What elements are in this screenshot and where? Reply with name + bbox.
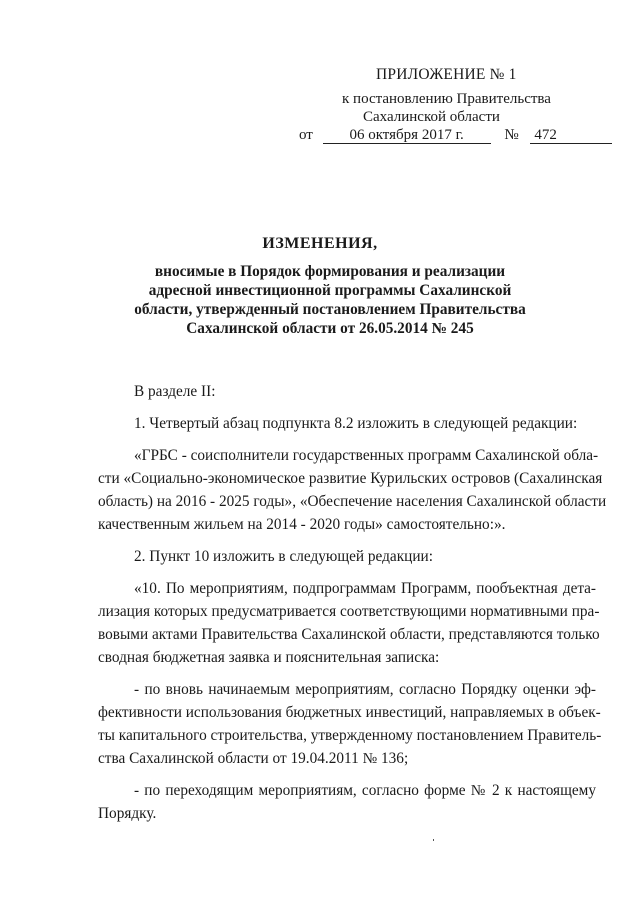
paragraph-quote-1: «ГРБС - соисполнители государственных программ Сахалинской обла- сти «Социально-экономическое развитие Курильских островов (Сахалинская область) на 2016 - 2025 годы», «Обеспечение населения Сахалинской области качественным жильем на 2014 - 2020 годы» самостоятельно:». xyxy=(98,447,607,533)
scan-speck xyxy=(433,839,434,841)
appendix-ref-line2: Сахалинской области xyxy=(363,109,500,125)
section-heading: В разделе II: xyxy=(134,383,216,400)
subtitle-line: Сахалинской области от 26.05.2014 № 245 xyxy=(186,320,474,337)
paragraph-bullet-2: - по переходящим мероприятиям, согласно форме № 2 к настоящему Порядку. xyxy=(98,782,596,822)
appendix-title: ПРИЛОЖЕНИЕ № 1 xyxy=(376,66,517,83)
decree-number: 472 xyxy=(530,127,612,144)
from-label: от xyxy=(299,127,313,143)
paragraph-item-1: 1. Четвертый абзац подпункта 8.2 изложить в следующей редакции: xyxy=(134,415,578,432)
subtitle-line: вносимые в Порядок формирования и реализации xyxy=(154,263,506,280)
document-body xyxy=(98,380,607,834)
number-sign: № xyxy=(504,127,519,143)
subtitle-line: области, утвержденный постановлением Правительства xyxy=(134,301,526,318)
appendix-date-number-line xyxy=(299,127,612,144)
decree-date: 06 октября 2017 г. xyxy=(323,127,491,144)
subtitle-line: адресной инвестиционной программы Сахалинской xyxy=(148,282,512,299)
paragraph-item-2: 2. Пункт 10 изложить в следующей редакции: xyxy=(134,548,433,565)
paragraph-bullet-1: - по вновь начинаемым мероприятиям, согласно Порядку оценки эф- фективности использования бюджетных инвестиций, направляемых в объек- ты капитального строительства, утвержденному постановлением Правитель- ства Сахалинской области от 19.04.2011 № 136; xyxy=(98,681,602,767)
appendix-ref-line1: к постановлению Правительства xyxy=(342,91,551,107)
paragraph-quote-2: «10. По мероприятиям, подпрограммам Программ, пообъектная детa- лизация которых предусматривается соответствующими нормативными пра- вовыми актами Правительства Сахалинской области, представляются только сводная бюджетная заявка и пояснительная записка: xyxy=(98,580,600,666)
document-title: ИЗМЕНЕНИЯ, xyxy=(262,235,378,252)
document-subtitle xyxy=(120,262,540,338)
